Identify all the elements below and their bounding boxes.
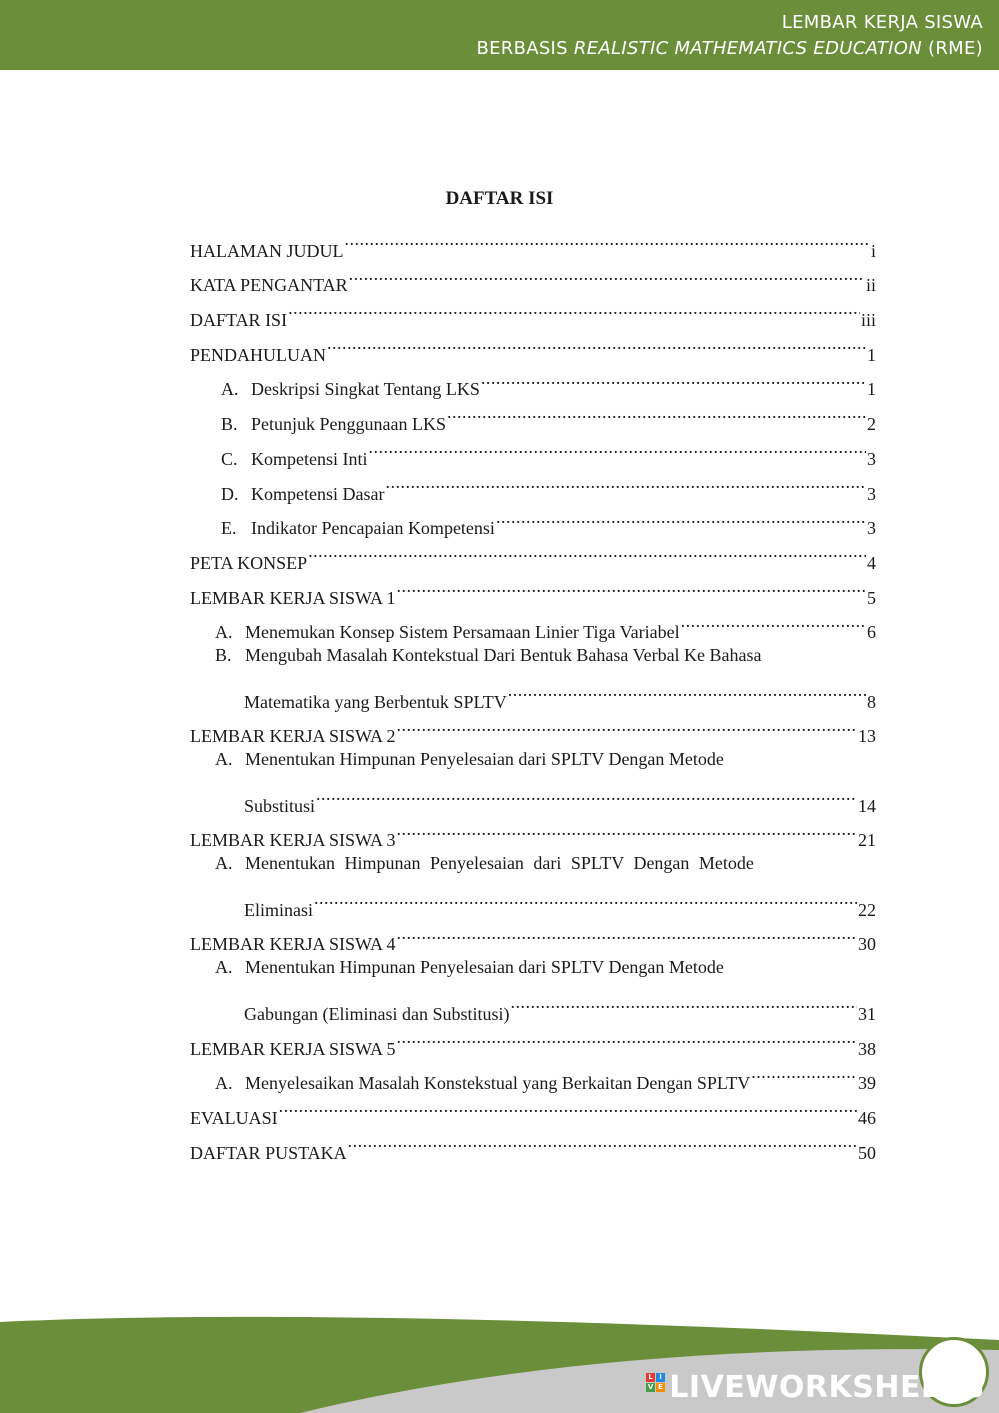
toc-entry-page: 1 xyxy=(867,344,876,365)
toc-subentry-label-cont: Gabungan (Eliminasi dan Substitusi) xyxy=(244,1003,510,1024)
toc-entry-label: PENDAHULUAN xyxy=(190,344,326,365)
toc-subentry-letter: A. xyxy=(215,1073,233,1094)
dot-leader xyxy=(397,812,857,847)
toc-subentry-letter: E. xyxy=(221,518,237,539)
toc-entry-page: 46 xyxy=(858,1107,876,1128)
toc-entry[interactable] xyxy=(190,222,876,261)
toc-subentry-label: Petunjuk Penggunaan LKS xyxy=(251,414,446,435)
toc-subentry[interactable] xyxy=(190,950,876,985)
toc-entry-page: 50 xyxy=(858,1142,876,1163)
toc-entry-label: DAFTAR ISI xyxy=(190,310,288,331)
toc-entry-label: DAFTAR PUSTAKA xyxy=(190,1142,347,1163)
toc-entry-label: PETA KONSEP xyxy=(190,552,308,573)
toc-subentry-letter: B. xyxy=(221,414,238,435)
dot-leader xyxy=(327,326,866,361)
dot-leader xyxy=(751,1055,857,1090)
toc-subentry-page: 2 xyxy=(867,414,876,435)
logo-mark-l: L xyxy=(646,1373,655,1382)
dot-leader xyxy=(481,361,866,396)
toc-subentry-letter: B. xyxy=(215,645,232,666)
toc-subentry-label: Kompetensi Dasar xyxy=(251,483,385,504)
dot-leader xyxy=(385,465,866,500)
toc-entry-label: LEMBAR KERJA SISWA 1 xyxy=(190,587,396,608)
toc-subentry-label-cont: Matematika yang Berbentuk SPLTV xyxy=(244,691,507,712)
toc-subentry-letter: C. xyxy=(221,448,238,469)
toc-entry-page: i xyxy=(870,240,876,261)
toc-entry-label: LEMBAR KERJA SISWA 3 xyxy=(190,830,396,851)
dot-leader xyxy=(349,257,865,292)
toc-entry-page: 30 xyxy=(858,934,876,955)
table-of-contents xyxy=(190,222,876,1163)
toc-subentry-page: 3 xyxy=(867,483,876,504)
dot-leader xyxy=(681,604,866,639)
toc-entry-label: KATA PENGANTAR xyxy=(190,275,348,296)
toc-subentry-label: Menentukan Himpunan Penyelesaian dari SPLTV Dengan Metode xyxy=(245,957,724,978)
toc-entry-label: LEMBAR KERJA SISWA 4 xyxy=(190,934,396,955)
dot-leader xyxy=(397,569,866,604)
toc-subentry-label: Deskripsi Singkat Tentang LKS xyxy=(251,379,480,400)
dot-leader xyxy=(308,534,866,569)
toc-subentry[interactable] xyxy=(190,846,876,881)
dot-leader xyxy=(279,1089,857,1124)
logo-mark-i: I xyxy=(656,1373,665,1382)
toc-title: DAFTAR ISI xyxy=(445,188,554,209)
toc-entry-label: LEMBAR KERJA SISWA 2 xyxy=(190,726,396,747)
toc-subentry-page: 3 xyxy=(867,518,876,539)
toc-entry-page: 38 xyxy=(858,1038,876,1059)
toc-subentry-letter: A. xyxy=(215,749,233,770)
toc-subentry-label-cont: Substitusi xyxy=(244,795,316,816)
toc-subentry-letter: A. xyxy=(215,853,233,874)
toc-subentry-letter: A. xyxy=(215,622,233,643)
dot-leader xyxy=(508,673,866,708)
toc-subentry-page: 39 xyxy=(858,1073,876,1094)
logo-mark-v: V xyxy=(647,1383,654,1391)
toc-subentry-label: Menyelesaikan Masalah Konstekstual yang Berkaitan Dengan SPLTV xyxy=(245,1073,751,1094)
dot-leader xyxy=(397,708,857,743)
logo-mark-icon xyxy=(646,1373,665,1402)
toc-subentry-page: 14 xyxy=(858,795,876,816)
toc-entry-label: EVALUASI xyxy=(190,1107,278,1128)
dot-leader xyxy=(348,1124,857,1159)
toc-entry-page: 5 xyxy=(867,587,876,608)
dot-leader xyxy=(314,881,857,916)
toc-subentry-label-cont: Eliminasi xyxy=(244,899,313,920)
dot-leader xyxy=(288,291,860,326)
header-line-2 xyxy=(476,36,983,62)
header-line-1: LEMBAR KERJA SISWA xyxy=(781,12,983,33)
logo-mark-e: E xyxy=(658,1383,664,1391)
dot-leader xyxy=(316,777,857,812)
toc-subentry-label: Menentukan Himpunan Penyelesaian dari SPLTV Dengan Metode xyxy=(245,853,754,874)
dot-leader xyxy=(510,985,857,1020)
toc-subentry-label: Indikator Pencapaian Kompetensi xyxy=(251,518,495,539)
toc-subentry-label: Mengubah Masalah Kontekstual Dari Bentuk Bahasa Verbal Ke Bahasa xyxy=(245,645,762,666)
toc-entry-page: 4 xyxy=(867,552,876,573)
header-line-2-suffix: (RME) xyxy=(922,38,983,59)
toc-subentry-page: 8 xyxy=(867,691,876,712)
liveworksheets-logo[interactable] xyxy=(646,1370,985,1405)
toc-subentry-page: 6 xyxy=(867,622,876,643)
toc-subentry-letter: A. xyxy=(215,957,233,978)
toc-subentry-continuation[interactable] xyxy=(190,985,876,1024)
toc-subentry-continuation[interactable] xyxy=(190,673,876,712)
toc-entry-page: ii xyxy=(865,275,876,296)
toc-entry[interactable] xyxy=(190,326,876,365)
dot-leader xyxy=(397,1020,857,1055)
toc-subentry-page: 3 xyxy=(867,448,876,469)
toc-subentry[interactable] xyxy=(190,742,876,777)
toc-entry-page: 21 xyxy=(858,830,876,851)
dot-leader xyxy=(345,222,870,257)
toc-subentry-label: Kompetensi Inti xyxy=(251,448,368,469)
toc-subentry-label: Menentukan Himpunan Penyelesaian dari SPLTV Dengan Metode xyxy=(245,749,724,770)
toc-subentry[interactable] xyxy=(190,638,876,673)
toc-subentry-page: 1 xyxy=(867,379,876,400)
toc-entry-page: iii xyxy=(860,310,876,331)
toc-subentry-letter: D. xyxy=(221,483,239,504)
toc-entry-label: LEMBAR KERJA SISWA 5 xyxy=(190,1038,396,1059)
dot-leader xyxy=(496,500,866,535)
toc-entry[interactable] xyxy=(190,1124,876,1163)
toc-subentry-label: Menemukan Konsep Sistem Persamaan Linier Tiga Variabel xyxy=(245,622,680,643)
toc-entry[interactable] xyxy=(190,291,876,331)
toc-subentry-page: 31 xyxy=(858,1003,876,1024)
toc-subentry-letter: A. xyxy=(221,379,239,400)
toc-subentry-continuation[interactable] xyxy=(190,777,876,816)
toc-subentry-continuation[interactable] xyxy=(190,881,876,920)
dot-leader xyxy=(447,395,866,430)
toc-subentry-page: 22 xyxy=(858,899,876,920)
header-title xyxy=(476,10,983,62)
toc-entry-page: 13 xyxy=(858,726,876,747)
header-line-2-prefix: BERBASIS xyxy=(476,38,574,59)
toc-entry-label: HALAMAN JUDUL xyxy=(190,240,344,261)
header-line-2-italic: REALISTIC MATHEMATICS EDUCATION xyxy=(573,38,923,59)
toc-entry[interactable] xyxy=(190,1089,876,1128)
dot-leader xyxy=(368,430,866,465)
logo-text: LIVEWORKSHEETS xyxy=(669,1370,985,1405)
dot-leader xyxy=(397,916,857,951)
